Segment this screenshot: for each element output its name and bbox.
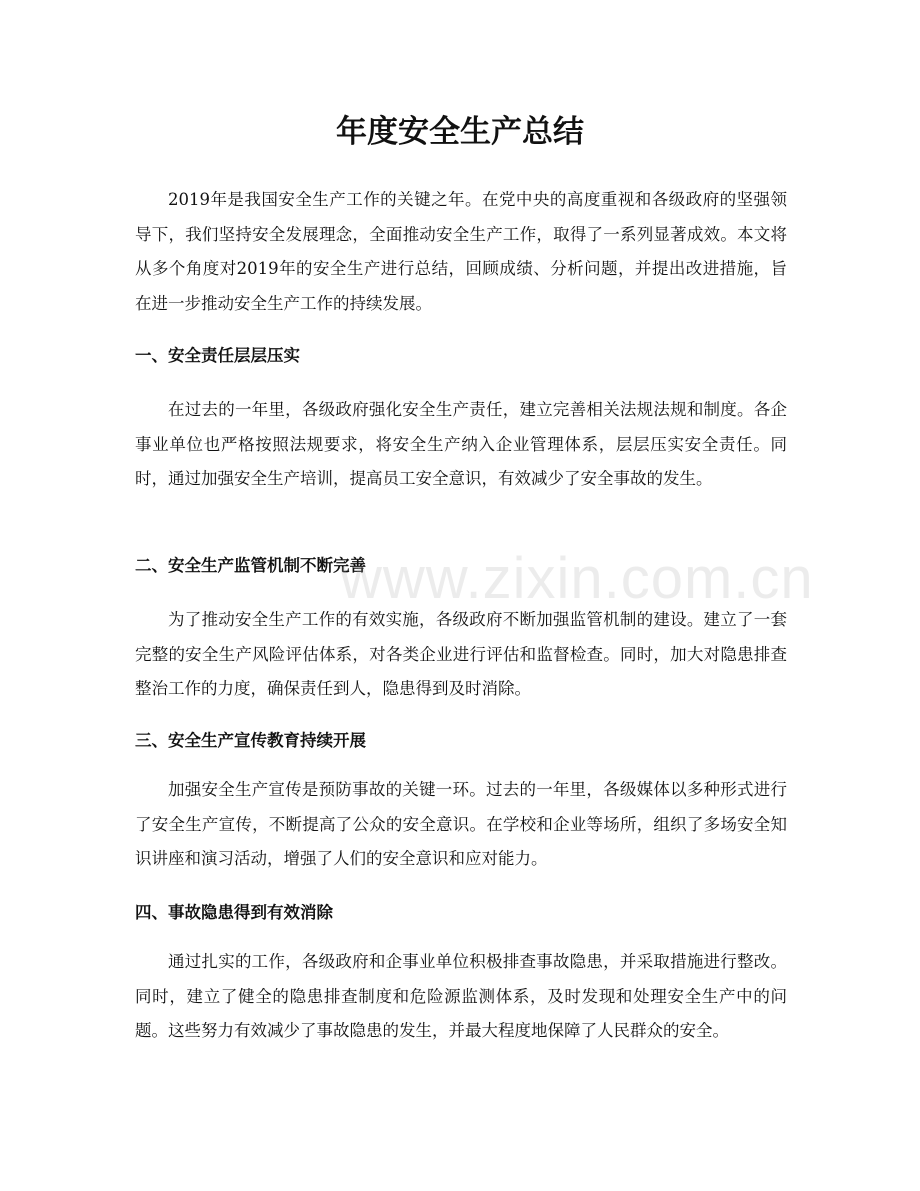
section-1-body: 在过去的一年里，各级政府强化安全生产责任，建立完善相关法规法规和制度。各企事业单位也严格按照法规要求，将安全生产纳入企业管理体系，层层压实安全责任。同时，通过加强安全生产培训，提高员工安全意识，有效减少了安全事故的发生。 <box>135 400 787 488</box>
section-1-heading: 一、安全责任层层压实 <box>135 346 300 365</box>
section-2-body: 为了推动安全生产工作的有效实施，各级政府不断加强监管机制的建设。建立了一套完整的安全生产风险评估体系，对各类企业进行评估和监督检查。同时，加大对隐患排查整治工作的力度，确保责任到人，隐患得到及时消除。 <box>135 610 787 698</box>
document-title: 年度安全生产总结 <box>336 114 584 150</box>
section-4-body: 通过扎实的工作，各级政府和企事业单位积极排查事故隐患，并采取措施进行整改。同时，建立了健全的隐患排查制度和危险源监测体系，及时发现和处理安全生产中的问题。这些努力有效减少了事故隐患的发生，并最大程度地保障了人民群众的安全。 <box>135 952 787 1040</box>
section-3-body: 加强安全生产宣传是预防事故的关键一环。过去的一年里，各级媒体以多种形式进行了安全生产宣传，不断提高了公众的安全意识。在学校和企业等场所，组织了多场安全知识讲座和演习活动，增强了人们的安全意识和应对能力。 <box>135 780 787 868</box>
section-2-heading: 二、安全生产监管机制不断完善 <box>135 556 366 575</box>
section-4-heading: 四、事故隐患得到有效消除 <box>135 903 333 922</box>
intro-paragraph: 2019年是我国安全生产工作的关键之年。在党中央的高度重视和各级政府的坚强领导下，我们坚持安全发展理念，全面推动安全生产工作，取得了一系列显著成效。本文将从多个角度对2019年的安全生产进行总结，回顾成绩、分析问题，并提出改进措施，旨在进一步推动安全生产工作的持续发展。 <box>135 190 787 313</box>
section-3-heading: 三、安全生产宣传教育持续开展 <box>135 731 366 750</box>
watermark: www.zixin.com.cn <box>340 546 814 611</box>
